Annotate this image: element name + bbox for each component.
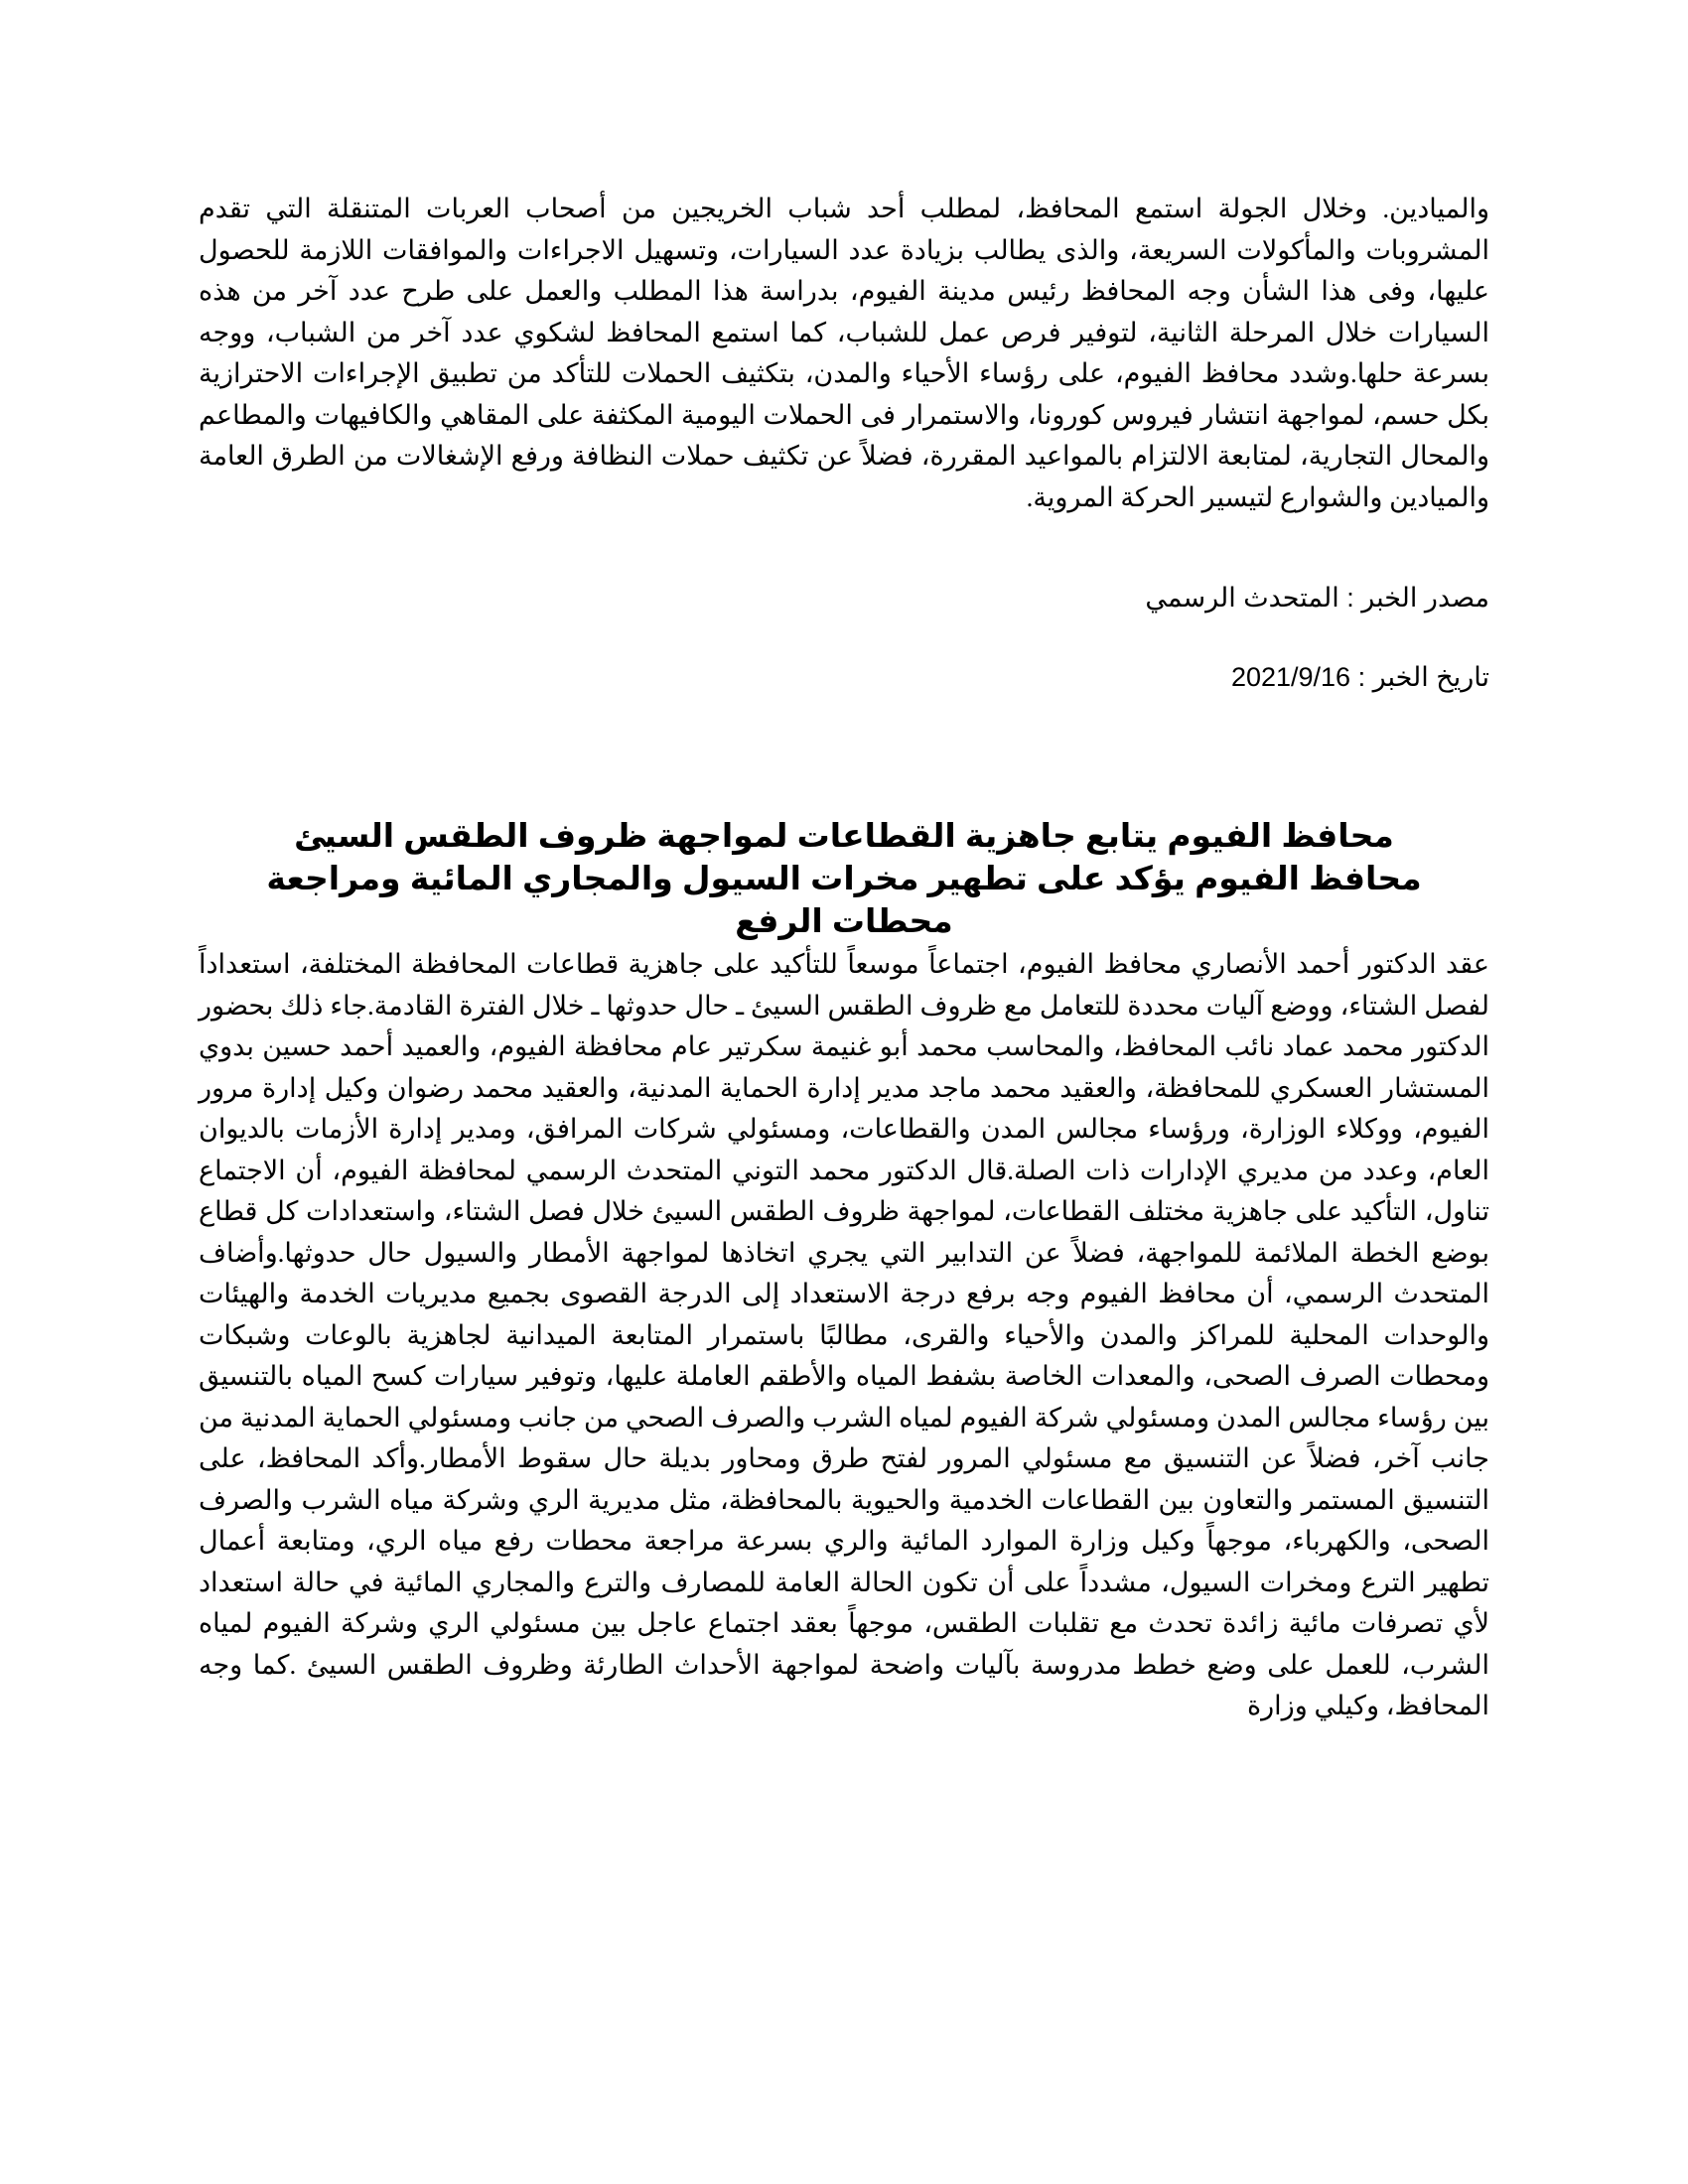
headline-line-1: محافظ الفيوم يتابع جاهزية القطاعات لمواجهة ظروف الطقس السيئ <box>294 817 1394 854</box>
article-body: عقد الدكتور أحمد الأنصاري محافظ الفيوم، اجتماعاً موسعاً للتأكيد على جاهزية قطاعات المحافظة المختلفة، استعداداً لفصل الشتاء، ووضع آليات محددة للتعامل مع ظروف الطقس السيئ ـ حال حدوثها ـ خلال الفترة القادمة.جاء ذلك بحضور الدكتور محمد عماد نائب المحافظ، والمحاسب محمد أبو غنيمة سكرتير عام محافظة الفيوم، والعميد أحمد حسين بدوي المستشار العسكري للمحافظة، والعقيد محمد ماجد مدير إدارة الحماية المدنية، والعقيد محمد رضوان وكيل إدارة مرور الفيوم، ووكلاء الوزارة، ورؤساء مجالس المدن والقطاعات، ومسئولي شركات المرافق، ومدير إدارة الأزمات بالديوان العام، وعدد من مديري الإدارات ذات الصلة.قال الدكتور محمد التوني المتحدث الرسمي لمحافظة الفيوم، أن الاجتماع تناول، التأكيد على جاهزية مختلف القطاعات، لمواجهة ظروف الطقس السيئ خلال فصل الشتاء، واستعدادات كل قطاع بوضع الخطة الملائمة للمواجهة، فضلاً عن التدابير التي يجري اتخاذها لمواجهة الأمطار والسيول حال حدوثها.وأضاف المتحدث الرسمي، أن محافظ الفيوم وجه برفع درجة الاستعداد إلى الدرجة القصوى بجميع مديريات الخدمة والهيئات والوحدات المحلية للمراكز والمدن والأحياء والقرى، مطالبًا باستمرار المتابعة الميدانية لجاهزية بالوعات وشبكات ومحطات الصرف الصحى، والمعدات الخاصة بشفط المياه والأطقم العاملة عليها، وتوفير سيارات كسح المياه بالتنسيق بين رؤساء مجالس المدن ومسئولي شركة الفيوم لمياه الشرب والصرف الصحي من جانب ومسئولي الحماية المدنية من جانب آخر، فضلاً عن التنسيق مع مسئولي المرور لفتح طرق ومحاور بديلة حال سقوط الأمطار.وأكد المحافظ، على التنسيق المستمر والتعاون بين القطاعات الخدمية والحيوية بالمحافظة، مثل مديرية الري وشركة مياه الشرب والصرف الصحى، والكهرباء، موجهاً وكيل وزارة الموارد المائية والري بسرعة مراجعة محطات رفع مياه الري، ومتابعة أعمال تطهير الترع ومخرات السيول، مشدداً على أن تكون الحالة العامة للمصارف والترع والمجاري المائية في حالة استعداد لأي تصرفات مائية زائدة تحدث مع تقلبات الطقس، موجهاً بعقد اجتماع عاجل بين مسئولي الري وشركة الفيوم لمياه الشرب، للعمل على وضع خطط مدروسة بآليات واضحة لمواجهة الأحداث الطارئة وظروف الطقس السيئ .كما وجه المحافظ، وكيلي وزارة <box>199 949 1489 1720</box>
document-page <box>199 189 1489 1727</box>
continued-paragraph: والميادين. وخلال الجولة استمع المحافظ، لمطلب أحد شباب الخريجين من أصحاب العربات المتنقلة التي تقدم المشروبات والمأكولات السريعة، والذى يطالب بزيادة عدد السيارات، وتسهيل الاجراءات والموافقات اللازمة للحصول عليها، وفى هذا الشأن وجه المحافظ رئيس مدينة الفيوم، بدراسة هذا المطلب والعمل على طرح عدد آخر من هذه السيارات خلال المرحلة الثانية، لتوفير فرص عمل للشباب، كما استمع المحافظ لشكوي عدد آخر من الشباب، ووجه بسرعة حلها.وشدد محافظ الفيوم، على رؤساء الأحياء والمدن، بتكثيف الحملات للتأكد من تطبيق الإجراءات الاحترازية بكل حسم، لمواجهة انتشار فيروس كورونا، والاستمرار فى الحملات اليومية المكثفة على المقاهي والكافيهات والمطاعم والمحال التجارية، لمتابعة الالتزام بالمواعيد المقررة، فضلاً عن تكثيف حملات النظافة ورفع الإشغالات من الطرق العامة والميادين والشوارع لتيسير الحركة المروية. <box>199 194 1489 512</box>
news-source-line: مصدر الخبر : المتحدث الرسمي <box>1145 583 1489 613</box>
news-date-line: تاريخ الخبر : 2021/9/16 <box>1230 662 1489 692</box>
article-headline <box>238 814 1450 942</box>
headline-line-2: محافظ الفيوم يؤكد على تطهير مخرات السيول والمجاري المائية ومراجعة محطات الرفع <box>266 860 1422 939</box>
